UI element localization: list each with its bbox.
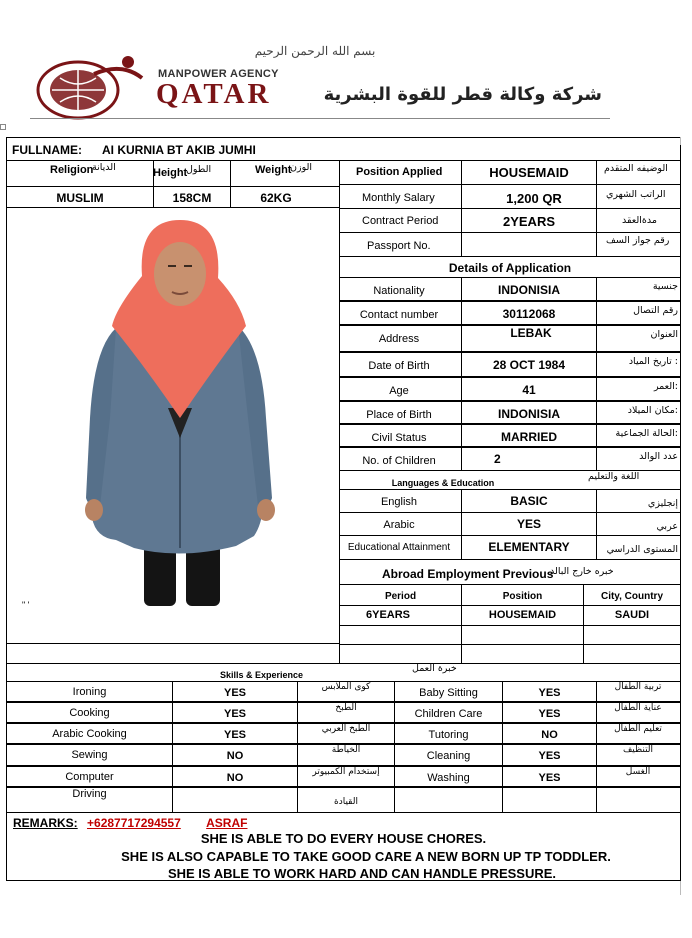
details-label: Contact number xyxy=(359,309,439,321)
skill-arabic: تربية الطفال xyxy=(614,682,662,692)
abroad-empty-divider-b xyxy=(461,644,584,664)
weight-label-arabic: الوزن xyxy=(290,162,313,173)
skill-arabic: الطبخ العربي xyxy=(321,724,371,734)
abroad-header-period: Period xyxy=(384,591,417,602)
details-value: 28 OCT 1984 xyxy=(492,358,566,372)
skill-arabic: عناية الطفال xyxy=(614,703,662,713)
language-value: ELEMENTARY xyxy=(488,540,570,554)
fullname-label: FULLNAME: xyxy=(12,143,82,157)
skills-title: Skills & Experience xyxy=(220,670,304,680)
photo-caption: " ' xyxy=(22,600,30,610)
skill-value: YES xyxy=(538,687,561,699)
salary-arabic: الراتب الشهري xyxy=(606,189,666,200)
skill-label: Computer xyxy=(65,771,114,783)
skill-arabic: الغسل xyxy=(625,767,651,777)
remarks-line xyxy=(13,816,247,830)
language-arabic: إنجليزي xyxy=(647,498,678,509)
details-arabic: تاريخ المياد : xyxy=(628,356,678,367)
position-applied-label: Position Applied xyxy=(356,166,443,178)
skill-value: NO xyxy=(226,750,244,762)
language-label: Arabic xyxy=(383,519,415,531)
passport-label: Passport No. xyxy=(367,240,431,252)
skill-label-cell xyxy=(394,787,503,813)
salary-value: 1,200 QR xyxy=(506,191,562,206)
agency-subtitle: MANPOWER AGENCY xyxy=(158,68,279,80)
contract-arabic: مدةالعقد xyxy=(622,215,657,226)
abroad-row-period: 6YEARS xyxy=(366,609,411,621)
religion-value: MUSLIM xyxy=(56,191,104,205)
language-value: BASIC xyxy=(510,494,548,508)
details-arabic: العنوان xyxy=(650,329,678,340)
remarks-contact[interactable]: +6287717294557 xyxy=(87,816,181,830)
abroad-row-city: SAUDI xyxy=(614,609,650,621)
remarks-label: REMARKS: xyxy=(13,816,78,830)
contract-label: Contract Period xyxy=(362,215,439,227)
skill-value: YES xyxy=(538,772,561,784)
details-value: 41 xyxy=(522,383,536,397)
details-value: INDONISIA xyxy=(497,283,560,297)
photo-bottom-row xyxy=(6,643,340,664)
header-divider xyxy=(30,118,610,119)
fullname-value: AI KURNIA BT AKIB JUMHI xyxy=(102,143,256,157)
details-value: MARRIED xyxy=(501,430,557,444)
religion-label-arabic: الديانة xyxy=(92,162,116,173)
abroad-header-position: Position xyxy=(502,591,543,602)
languages-title-arabic: اللغة والتعليم xyxy=(588,471,640,482)
details-label: Address xyxy=(378,333,420,345)
remarks-name[interactable]: ASRAF xyxy=(206,816,248,830)
weight-label: Weight xyxy=(255,164,292,176)
skill-arabic-cell xyxy=(596,787,681,813)
details-arabic: العمر: xyxy=(653,381,678,392)
details-label: Age xyxy=(389,385,409,397)
skill-value: NO xyxy=(541,729,558,741)
details-value: LEBAK xyxy=(510,326,552,340)
applicant-photo xyxy=(76,218,282,610)
remarks-line-2: SHE IS ALSO CAPABLE TO TAKE GOOD CARE A NEW BORN UP TP TODDLER. xyxy=(121,849,611,864)
skill-value: YES xyxy=(223,687,246,699)
height-label: Height xyxy=(153,167,188,179)
details-arabic: مكان الميلاد: xyxy=(627,405,678,416)
languages-title: Languages & Education xyxy=(391,478,495,488)
details-arabic: جنسية xyxy=(652,281,678,292)
details-title: Details of Application xyxy=(448,261,572,275)
details-arabic: عدد الوالد xyxy=(639,451,678,462)
details-label: Nationality xyxy=(373,285,425,297)
details-label: No. of Children xyxy=(362,455,436,467)
skill-arabic: التنظيف xyxy=(622,745,654,755)
language-label: English xyxy=(380,496,418,508)
details-value: 30112068 xyxy=(502,307,556,321)
skill-label: Driving xyxy=(72,788,107,800)
passport-value-cell xyxy=(461,232,597,257)
skill-label: Baby Sitting xyxy=(419,687,478,699)
page-corner-mark xyxy=(0,124,6,130)
weight-value: 62KG xyxy=(260,191,292,205)
skill-label: Cleaning xyxy=(426,750,471,762)
religion-label: Religion xyxy=(50,164,94,176)
details-value-cell xyxy=(461,447,597,471)
page-edge-top xyxy=(680,137,692,145)
skill-value-cell xyxy=(172,787,298,813)
language-arabic: المستوى الدراسي xyxy=(606,544,678,555)
agency-name: QATAR xyxy=(156,78,272,110)
details-label: Place of Birth xyxy=(366,409,432,421)
page-edge-bottom xyxy=(680,881,692,895)
skill-label: Ironing xyxy=(72,686,107,698)
skill-arabic: إستخدام الكمبيوتر xyxy=(312,767,380,777)
skill-arabic: القيادة xyxy=(334,797,358,807)
skill-label: Sewing xyxy=(71,749,108,761)
abroad-empty-divider-a xyxy=(461,625,584,645)
skill-value: NO xyxy=(226,772,244,784)
skill-label: Tutoring xyxy=(428,729,469,741)
abroad-title: Abroad Employment Previous xyxy=(382,567,554,581)
skills-title-cell xyxy=(6,663,681,682)
skill-value: YES xyxy=(538,708,561,720)
language-arabic: عربي xyxy=(656,521,678,532)
abroad-title-arabic: خبره خارج البالد xyxy=(550,566,614,577)
details-value: INDONISIA xyxy=(497,407,560,421)
skill-value: YES xyxy=(223,708,246,720)
skill-label: Washing xyxy=(427,772,470,784)
skills-title-arabic: خبرة العمل xyxy=(412,663,457,674)
salary-label: Monthly Salary xyxy=(362,192,435,204)
abroad-header-city: City, Country xyxy=(600,591,664,602)
skill-value: YES xyxy=(223,729,246,741)
details-label: Civil Status xyxy=(371,432,427,444)
abroad-row-position: HOUSEMAID xyxy=(488,609,557,621)
passport-arabic: رقم جواز السف xyxy=(606,235,670,246)
details-arabic: رقم التصال xyxy=(633,305,678,316)
remarks-line-1: SHE IS ABLE TO DO EVERY HOUSE CHORES. xyxy=(200,831,487,846)
position-applied-value: HOUSEMAID xyxy=(489,165,569,180)
details-label: Date of Birth xyxy=(368,360,430,372)
agency-globe-logo xyxy=(32,52,152,120)
language-value: YES xyxy=(516,517,541,531)
skill-arabic: تعليم الطفال xyxy=(614,724,662,734)
remarks-line-3: SHE IS ABLE TO WORK HARD AND CAN HANDLE PRESSURE. xyxy=(167,866,557,881)
bismillah-text: بسم الله الرحمن الرحيم xyxy=(254,44,376,58)
skill-label: Children Care xyxy=(414,708,483,720)
details-value: 2 xyxy=(494,452,501,466)
position-applied-arabic: الوضيفه المتقدم xyxy=(604,163,668,174)
skill-label: Cooking xyxy=(69,707,110,719)
height-value: 158CM xyxy=(172,191,212,205)
height-label-arabic: الطول xyxy=(186,164,212,175)
skill-arabic: الخياطة xyxy=(331,745,361,755)
language-label: Educational Attainment xyxy=(347,542,451,553)
agency-name-arabic: شركة وكالة قطر للقوة البشرية xyxy=(323,84,602,105)
skill-value: YES xyxy=(538,750,561,762)
skill-label: Arabic Cooking xyxy=(52,728,127,740)
contract-value: 2YEARS xyxy=(502,214,556,229)
skill-arabic: كوى الملابس xyxy=(321,682,371,692)
skill-value-cell xyxy=(502,787,597,813)
skill-arabic: الطبخ xyxy=(335,703,357,713)
details-arabic: الحالة الجماعية: xyxy=(615,428,678,439)
